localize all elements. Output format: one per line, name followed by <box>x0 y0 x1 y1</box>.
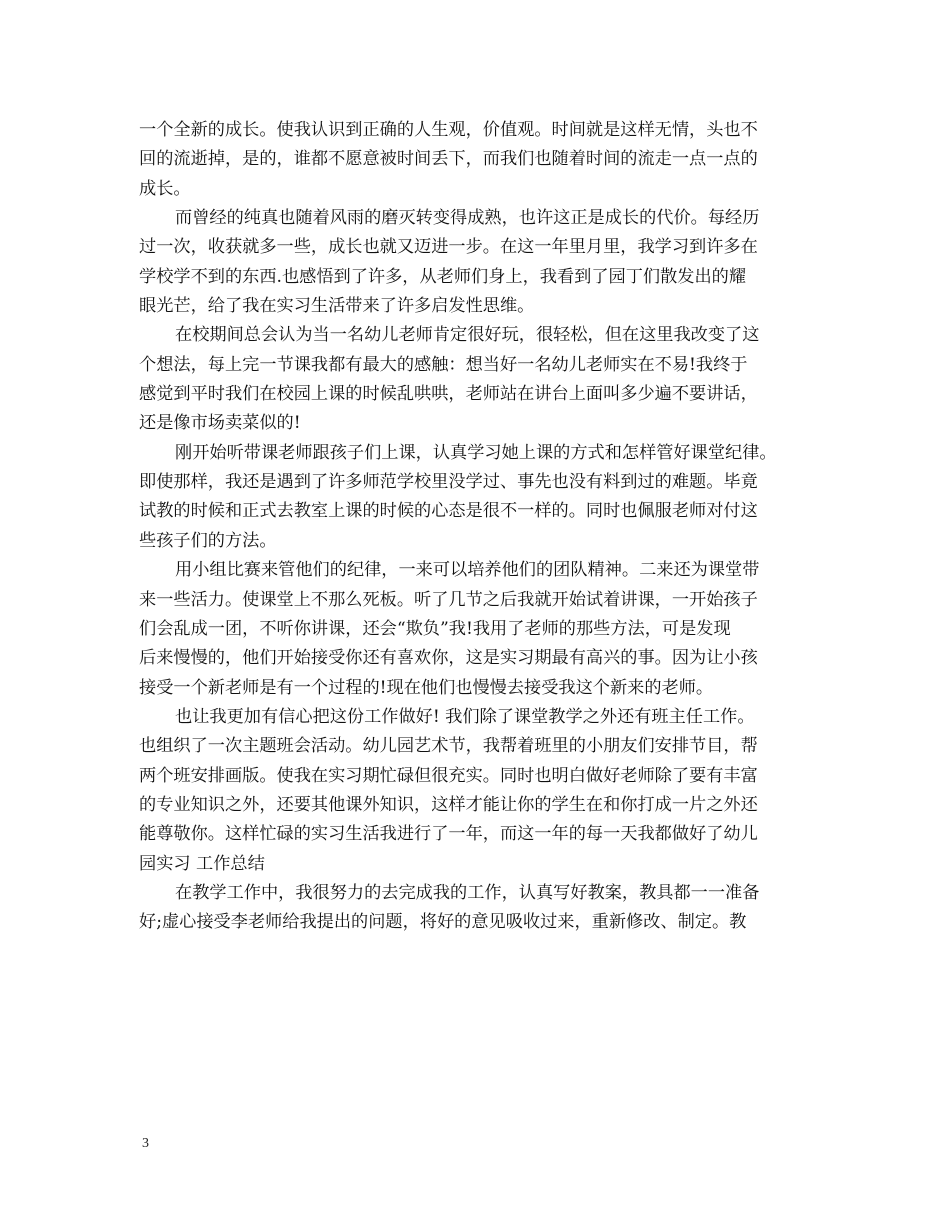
text-line: 试教的时候和正式去教室上课的时候的心态是很不一样的。同时也佩服老师对付这 <box>139 501 758 522</box>
page-number: 3 <box>142 1136 149 1151</box>
text-line: 后来慢慢的，他们开始接受你还有喜欢你，这是实习期最有高兴的事。因为让小孩 <box>139 648 758 669</box>
text-line: 个想法，每上完一节课我都有最大的感触：想当好一名幼儿老师实在不易!我终于 <box>139 354 748 375</box>
text-line: 用小组比赛来管他们的纪律，一来可以培养他们的团队精神。二来还为课堂带 <box>175 560 760 581</box>
text-line: 们会乱成一团，不听你讲课，还会“欺负”我!我用了老师的那些方法，可是发现 <box>139 618 731 639</box>
text-line: 学校学不到的东西.也感悟到了许多，从老师们身上，我看到了园丁们散发出的耀 <box>139 266 747 287</box>
text-line: 接受一个新老师是有一个过程的!现在他们也慢慢去接受我这个新来的老师。 <box>139 677 714 698</box>
text-line: 即使那样，我还是遇到了许多师范学校里没学过、事先也没有料到过的难题。毕竟 <box>139 472 758 493</box>
text-line: 在校期间总会认为当一名幼儿老师肯定很好玩，很轻松，但在这里我改变了这 <box>175 325 760 346</box>
text-line: 刚开始听带课老师跟孩子们上课，认真学习她上课的方式和怎样管好课堂纪律。 <box>175 442 777 463</box>
text-line: 些孩子们的方法。 <box>139 530 277 551</box>
text-line: 园实习 工作总结 <box>139 853 265 874</box>
text-line: 在教学工作中，我很努力的去完成我的工作，认真写好教案，教具都一一准备 <box>175 882 760 903</box>
text-line: 而曾经的纯真也随着风雨的磨灭转变得成熟，也许这正是成长的代价。每经历 <box>175 208 760 229</box>
text-line: 感觉到平时我们在校园上课的时候乱哄哄，老师站在讲台上面叫多少遍不要讲话， <box>139 384 758 405</box>
text-line: 还是像市场卖菜似的! <box>139 413 301 434</box>
text-line: 来一些活力。使课堂上不那么死板。听了几节之后我就开始试着讲课，一开始孩子 <box>139 589 758 610</box>
body-text <box>139 116 815 938</box>
text-line: 回的流逝掉，是的，谁都不愿意被时间丢下，而我们也随着时间的流走一点一点的 <box>139 149 758 170</box>
text-line: 能尊敬你。这样忙碌的实习生活我进行了一年，而这一年的每一天我都做好了幼儿 <box>139 824 758 845</box>
text-line: 一个全新的成长。使我认识到正确的人生观，价值观。时间就是这样无情，头也不 <box>139 120 758 140</box>
text-line: 过一次，收获就多一些，成长也就又迈进一步。在这一年里月里，我学习到许多在 <box>139 237 758 258</box>
text-line: 的专业知识之外，还要其他课外知识，这样才能让你的学生在和你打成一片之外还 <box>139 794 758 815</box>
text-line: 也让我更加有信心把这份工作做好! 我们除了课堂教学之外还有班主任工作。 <box>175 706 755 727</box>
text-line: 也组织了一次主题班会活动。幼儿园艺术节，我帮着班里的小朋友们安排节目，帮 <box>139 736 758 757</box>
text-line: 两个班安排画版。使我在实习期忙碌但很充实。同时也明白做好老师除了要有丰富 <box>139 765 758 786</box>
text-line: 好;虚心接受李老师给我提出的问题，将好的意见吸收过来，重新修改、制定。教 <box>139 912 747 933</box>
text-line: 眼光芒，给了我在实习生活带来了许多启发性思维。 <box>139 296 535 317</box>
text-line: 成长。 <box>139 178 191 199</box>
